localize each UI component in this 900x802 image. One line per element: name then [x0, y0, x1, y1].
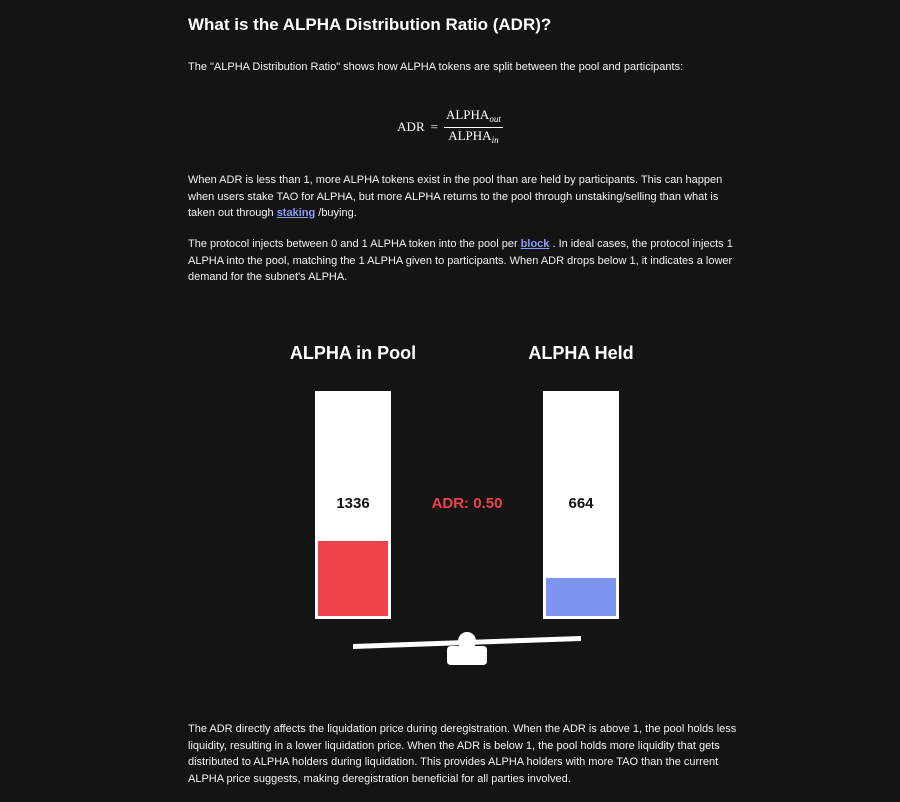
liquidation-paragraph: The ADR directly affects the liquidation price during deregistration. When the ADR is above 1, the pool holds less liquidity, resulting in a lower liquidation price. When the ADR is below 1, the pool holds more liquidity that gets distributed to ALPHA holders during liquidation. This provides ALPHA holders with more TAO than the current ALPHA price suggests, making deregistration beneficial for all parties involved. — [188, 723, 737, 785]
para1-text-before: When ADR is less than 1, more ALPHA tokens exist in the pool than are held by participants. This can happen when users stake TAO for ALPHA, but more ALPHA returns to the pool through unstaking/selling than what is taken out through — [188, 174, 723, 219]
intro-paragraph: The "ALPHA Distribution Ratio" shows how ALPHA tokens are split between the pool and participants: — [188, 61, 684, 73]
formula-lhs: ADR — [397, 119, 425, 134]
para1-text-after: /buying. — [315, 207, 357, 219]
block-link[interactable]: block — [520, 238, 550, 250]
page-title: What is the ALPHA Distribution Ratio (ADR)? — [188, 15, 552, 34]
denominator-text: ALPHA — [448, 127, 492, 143]
held-value: 664 — [568, 495, 594, 512]
formula-equals: = — [430, 119, 438, 134]
held-column-title: ALPHA Held — [528, 343, 634, 363]
denominator-subscript: in — [491, 134, 499, 145]
adr-value-label: ADR: 0.50 — [431, 495, 503, 512]
para2-text-before: The protocol injects between 0 and 1 ALPHA token into the pool per — [188, 238, 521, 250]
numerator-text: ALPHA — [445, 106, 490, 122]
pool-column-title: ALPHA in Pool — [289, 343, 417, 363]
para2-text-after: . In ideal cases, the protocol injects 1 ALPHA into the pool, matching the 1 ALPHA given to participants. When ADR drops below 1, it indicates a lower demand for the subnet's ALPHA. — [188, 238, 733, 283]
staking-link[interactable]: staking — [276, 207, 316, 219]
scale-base — [447, 646, 487, 665]
pool-value: 1336 — [336, 495, 370, 512]
numerator-subscript: out — [489, 113, 501, 124]
